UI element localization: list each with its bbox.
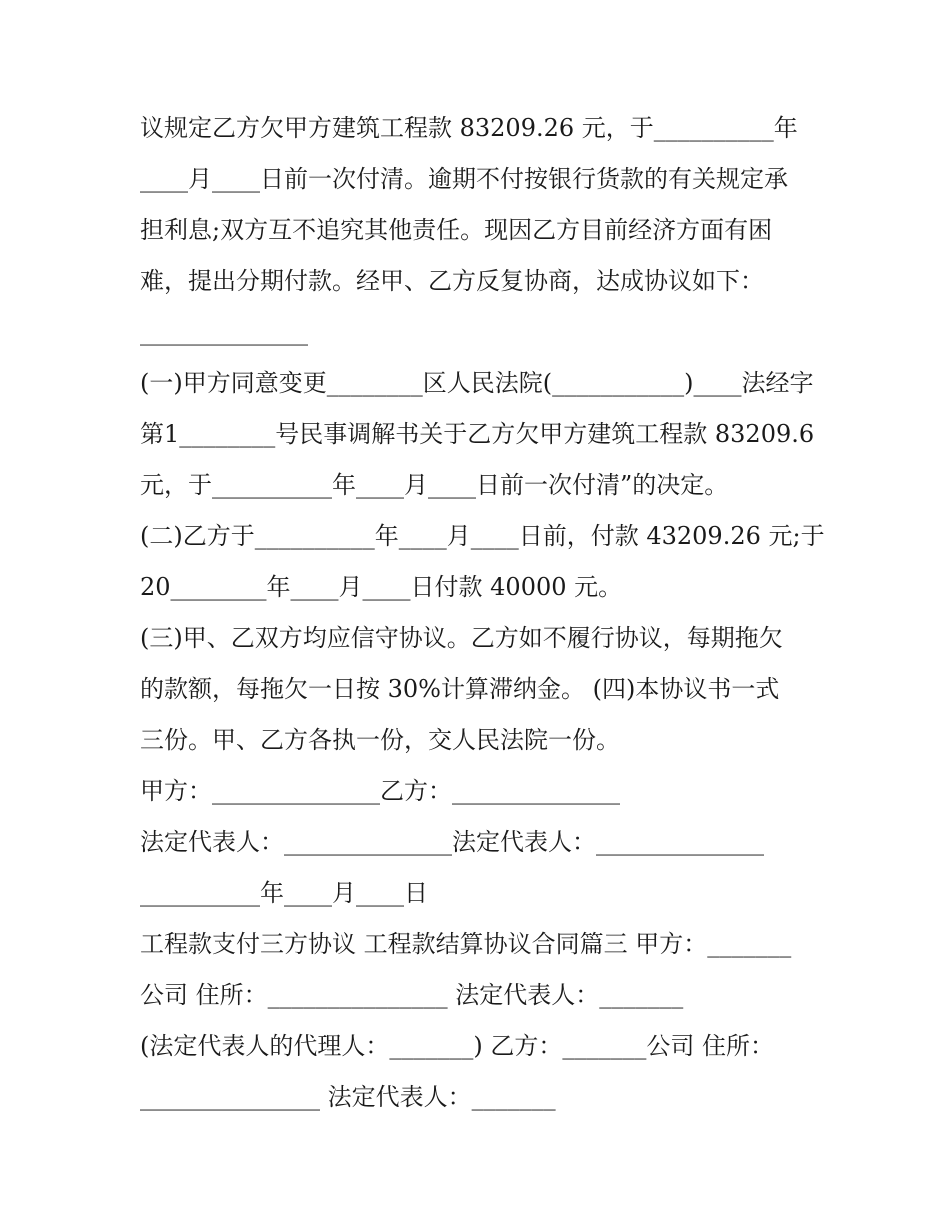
text-line: ______________ [140,318,308,346]
text-line: ____月____日前一次付清。逾期不付按银行货款的有关规定承 [140,165,788,193]
text-line: 三份。甲、乙方各执一份，交人民法院一份。 [140,726,620,754]
text-line: 法定代表人：______________法定代表人：______________ [140,828,764,856]
text-line: 担利息;双方互不追究其他责任。现因乙方目前经济方面有困 [140,216,773,244]
text-line: 议规定乙方欠甲方建筑工程款 83209.26 元，于__________年 [140,114,798,142]
text-line: 公司 住所：_______________ 法定代表人：_______ [140,981,684,1009]
text-line: 第1________号民事调解书关于乙方欠甲方建筑工程款 83209.6 [140,420,815,448]
text-line: 20________年____月____日付款 40000 元。 [140,573,623,601]
document-body [140,103,830,1123]
text-line: __________年____月____日 [140,879,428,907]
text-line: 难，提出分期付款。经甲、乙方反复协商，达成协议如下： [140,267,764,295]
text-line: _______________ 法定代表人：_______ [140,1083,556,1111]
text-line: 工程款支付三方协议 工程款结算协议合同篇三 甲方：_______ [140,930,792,958]
text-line: 元，于__________年____月____日前一次付清”的决定。 [140,471,729,499]
text-line: (法定代表人的代理人：_______) 乙方：_______公司 住所： [140,1032,774,1060]
text-line: (二)乙方于__________年____月____日前，付款 43209.26 元;于 [140,522,825,550]
text-line: (一)甲方同意变更________区人民法院(___________)____法经字 [140,369,814,397]
text-line: 的款额，每拖欠一日按 30%计算滞纳金。 (四)本协议书一式 [140,675,780,703]
text-line: 甲方：______________乙方：______________ [140,777,620,805]
text-line: (三)甲、乙双方均应信守协议。乙方如不履行协议，每期拖欠 [140,624,783,652]
